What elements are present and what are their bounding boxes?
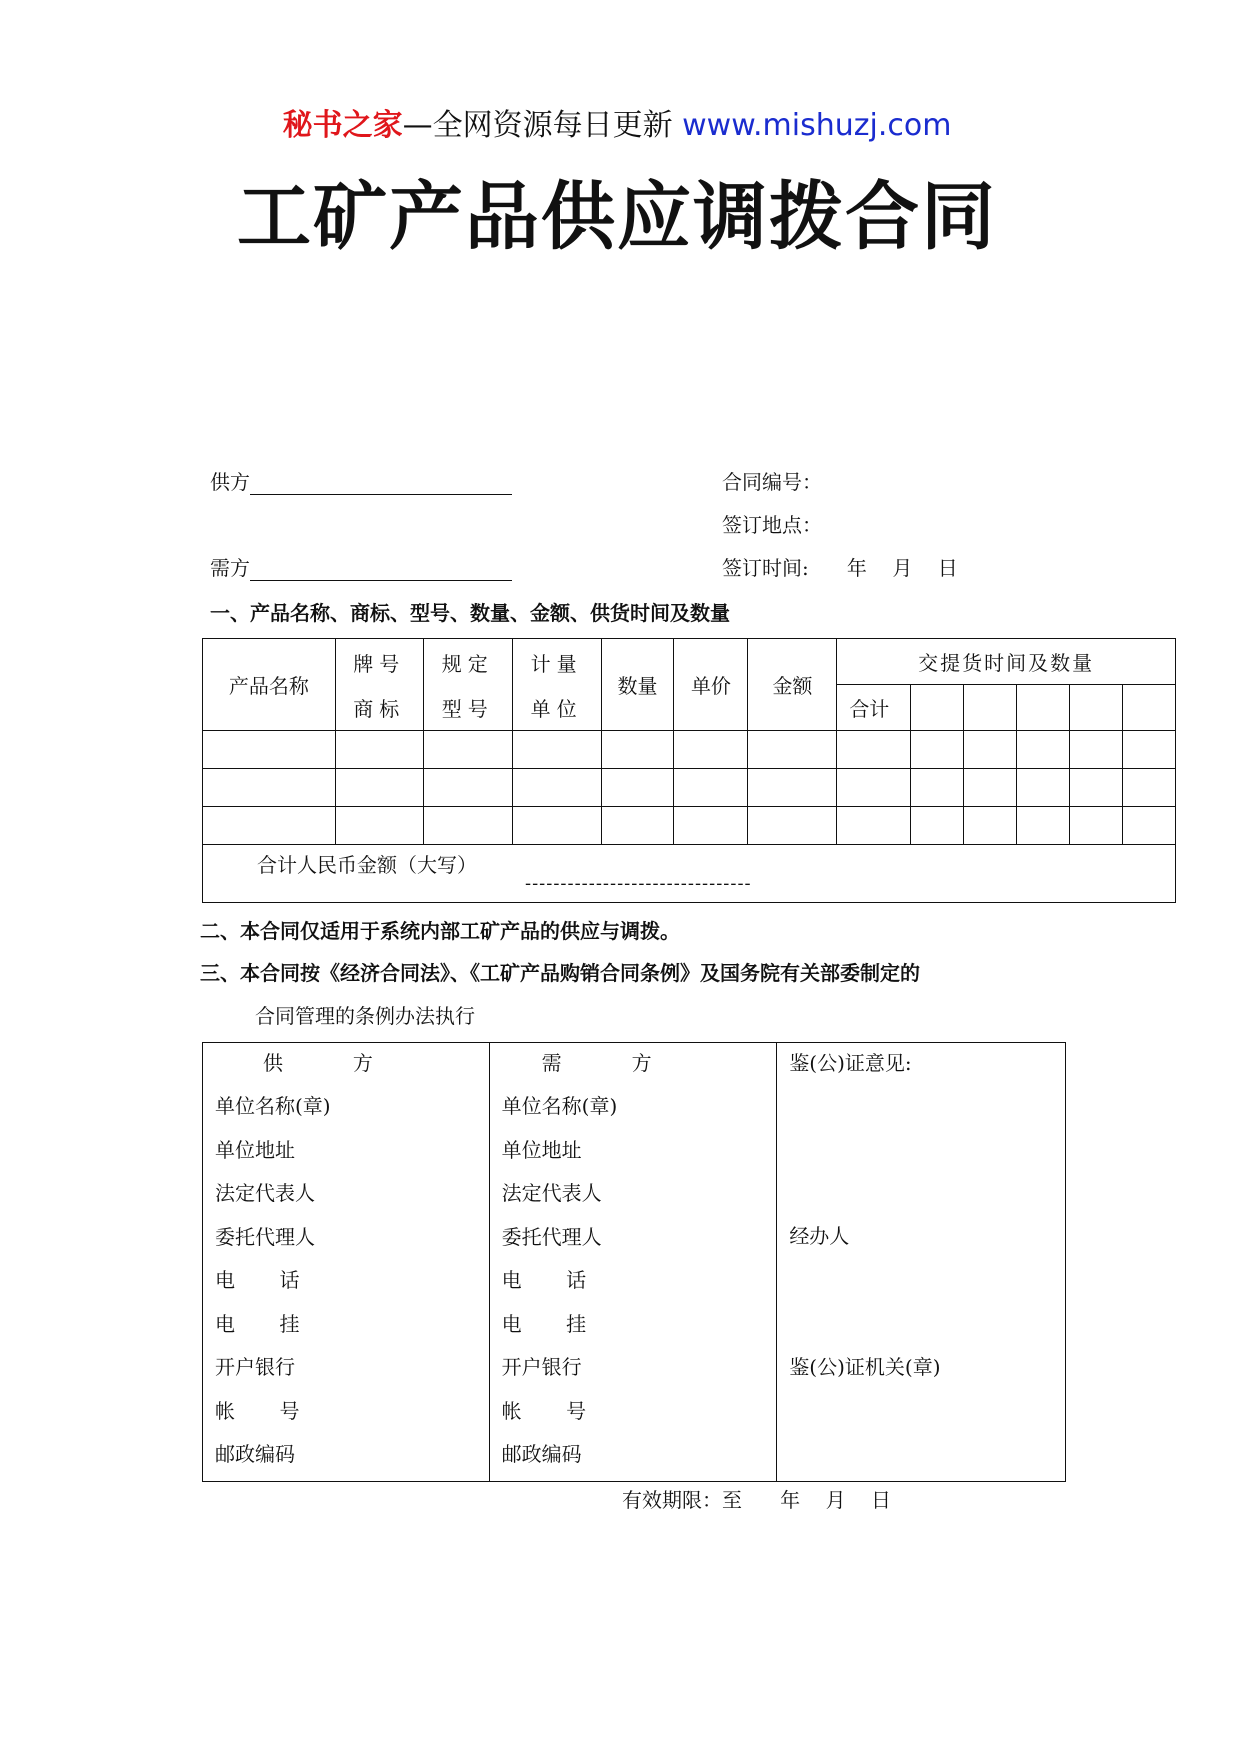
supplier-field-6: 开户银行 — [215, 1355, 295, 1379]
total-rmb-row[interactable] — [203, 845, 1176, 903]
table-cell[interactable] — [512, 807, 601, 845]
table-cell[interactable] — [1070, 807, 1123, 845]
buyer-field-2: 法定代表人 — [501, 1181, 602, 1205]
buyer-blank[interactable] — [250, 560, 512, 581]
table-cell[interactable] — [1017, 769, 1070, 807]
table-cell[interactable] — [203, 769, 336, 807]
supplier-field-2: 法定代表人 — [215, 1181, 315, 1205]
contract-no-label: 合同编号： — [722, 470, 822, 494]
supplier-heading: 供 方 — [263, 1051, 373, 1075]
header-spec: 规定 型号 — [423, 639, 512, 731]
signature-table — [202, 1042, 1066, 1482]
table-cell[interactable] — [674, 731, 748, 769]
table-cell[interactable] — [601, 769, 674, 807]
buyer-label: 需方 — [210, 556, 250, 580]
sign-time-ymd: 年 月 日 — [846, 556, 958, 580]
table-row — [203, 807, 1176, 845]
header-product-name: 产品名称 — [203, 639, 336, 731]
table-cell[interactable] — [335, 731, 423, 769]
supplier-label: 供方 — [210, 470, 250, 494]
table-cell[interactable] — [748, 731, 837, 769]
buyer-column[interactable] — [489, 1043, 777, 1482]
table-cell[interactable] — [1070, 731, 1123, 769]
table-cell[interactable] — [964, 807, 1017, 845]
buyer-field-8: 邮政编码 — [501, 1442, 582, 1466]
table-cell[interactable] — [911, 769, 964, 807]
table-cell[interactable] — [1122, 731, 1175, 769]
validity-period: 有效期限：至 年 月 日 — [622, 1488, 892, 1512]
buyer-field-1: 单位地址 — [501, 1137, 582, 1162]
banner-url[interactable]: www.mishuzj.com — [682, 108, 952, 143]
table-cell[interactable] — [1017, 807, 1070, 845]
table-cell[interactable] — [964, 685, 1017, 731]
buyer-field-0: 单位名称(章) — [501, 1094, 618, 1118]
notary-column[interactable] — [777, 1043, 1066, 1482]
buyer-heading: 需 方 — [541, 1051, 652, 1075]
product-table — [202, 638, 1176, 903]
supplier-field-3: 委托代理人 — [215, 1224, 315, 1249]
table-cell[interactable] — [1017, 731, 1070, 769]
table-row — [203, 731, 1176, 769]
header-amount: 金额 — [748, 639, 837, 731]
table-cell[interactable] — [1017, 685, 1070, 731]
table-cell[interactable] — [335, 769, 423, 807]
notary-organization: 鉴(公)证机关(章) — [789, 1355, 941, 1379]
table-cell[interactable] — [911, 807, 964, 845]
table-cell[interactable] — [837, 807, 911, 845]
table-cell[interactable] — [601, 807, 674, 845]
banner-brand: 秘书之家 — [282, 108, 403, 143]
supplier-field-5: 电 挂 — [215, 1311, 300, 1336]
table-cell[interactable] — [1070, 685, 1123, 731]
supplier-column[interactable] — [203, 1043, 490, 1482]
buyer-field-7: 帐 号 — [501, 1398, 587, 1423]
table-cell[interactable] — [512, 731, 601, 769]
table-cell[interactable] — [674, 769, 748, 807]
notary-heading: 鉴(公)证意见: — [789, 1051, 912, 1075]
table-cell[interactable] — [837, 769, 911, 807]
supplier-field-7: 帐 号 — [215, 1398, 300, 1423]
buyer-field-6: 开户银行 — [501, 1355, 582, 1379]
table-row — [203, 769, 1176, 807]
section-2-text: 二、本合同仅适用于系统内部工矿产品的供应与调拨。 — [200, 919, 680, 943]
table-cell[interactable] — [964, 731, 1017, 769]
table-cell[interactable] — [748, 807, 837, 845]
table-cell[interactable] — [423, 731, 512, 769]
document-title: 工矿产品供应调拨合同 — [237, 174, 997, 260]
table-cell[interactable] — [512, 769, 601, 807]
table-cell[interactable] — [423, 807, 512, 845]
table-cell[interactable] — [1122, 685, 1175, 731]
buyer-field-5: 电 挂 — [501, 1311, 587, 1336]
table-cell[interactable] — [674, 807, 748, 845]
table-cell[interactable] — [964, 769, 1017, 807]
supplier-blank[interactable] — [250, 474, 512, 495]
header-quantity: 数量 — [601, 639, 674, 731]
banner-tagline: —全网资源每日更新 — [402, 108, 683, 143]
table-cell[interactable] — [335, 807, 423, 845]
section-1-heading: 一、产品名称、商标、型号、数量、金额、供货时间及数量 — [210, 601, 730, 625]
table-cell[interactable] — [601, 731, 674, 769]
table-cell[interactable] — [203, 731, 336, 769]
header-delivery: 交提货时间及数量 — [837, 639, 1176, 685]
table-cell[interactable] — [203, 807, 336, 845]
supplier-field-4: 电 话 — [215, 1268, 300, 1292]
buyer-field-4: 电 话 — [501, 1268, 587, 1292]
section-3-text: 三、本合同按《经济合同法》、《工矿产品购销合同条例》及国务院有关部委制定的 — [200, 961, 920, 985]
section-3-continuation: 合同管理的条例办法执行 — [255, 1004, 475, 1028]
header-total: 合计 — [837, 685, 911, 731]
total-rmb-label: 合计人民币金额（大写） — [257, 853, 477, 877]
buyer-field — [210, 552, 512, 581]
header-unit: 计量 单位 — [512, 639, 601, 731]
site-banner — [0, 100, 1234, 144]
supplier-field-1: 单位地址 — [215, 1137, 295, 1162]
supplier-field — [210, 466, 512, 495]
buyer-field-3: 委托代理人 — [501, 1224, 602, 1249]
table-cell[interactable] — [911, 685, 964, 731]
sign-time-label: 签订时间: — [722, 556, 809, 580]
table-cell[interactable] — [1122, 769, 1175, 807]
table-cell[interactable] — [748, 769, 837, 807]
supplier-field-0: 单位名称(章) — [215, 1094, 331, 1118]
sign-place-label: 签订地点： — [722, 513, 822, 537]
header-unit-price: 单价 — [674, 639, 748, 731]
table-cell[interactable] — [1122, 807, 1175, 845]
table-cell[interactable] — [911, 731, 964, 769]
sign-time — [722, 552, 958, 581]
notary-agent: 经办人 — [789, 1224, 850, 1248]
table-cell[interactable] — [423, 769, 512, 807]
supplier-field-8: 邮政编码 — [215, 1442, 295, 1466]
table-cell[interactable] — [1070, 769, 1123, 807]
total-rmb-dashes: -------------------------------- — [525, 873, 752, 894]
table-cell[interactable] — [837, 731, 911, 769]
header-brand: 牌号 商标 — [335, 639, 423, 731]
